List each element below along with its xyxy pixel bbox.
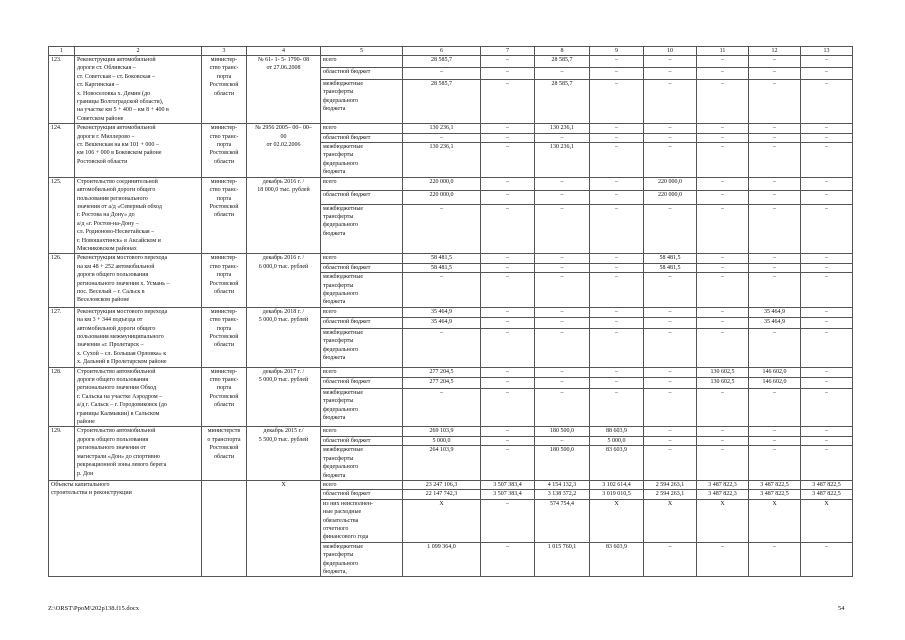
amount-cell: 28 585,7	[535, 80, 590, 124]
table-row	[49, 427, 853, 436]
amount-cell: –	[697, 143, 749, 178]
row-number: 124.	[49, 124, 75, 177]
amount-cell: –	[481, 133, 535, 142]
amount-cell: 130 236,1	[403, 124, 481, 133]
amount-cell: –	[697, 436, 749, 445]
funding-source: областной бюджет	[321, 490, 403, 499]
funding-source: всего	[321, 124, 403, 133]
header-row	[49, 47, 853, 56]
amount-cell: –	[403, 273, 481, 308]
funding-source: межбюджетные трансферты федерального бюджета	[321, 388, 403, 427]
program-table	[48, 46, 853, 577]
amount-cell: 35 464,9	[749, 307, 801, 318]
amount-cell: –	[749, 263, 801, 272]
amount-cell: –	[749, 68, 801, 80]
amount-cell: –	[590, 328, 644, 367]
amount-cell: –	[535, 378, 590, 389]
amount-cell: –	[697, 177, 749, 190]
amount-cell: –	[644, 446, 697, 481]
amount-cell: 180 500,0	[535, 427, 590, 436]
amount-cell: 1 099 364,0	[403, 542, 481, 577]
amount-cell: –	[697, 318, 749, 329]
header-cell: 4	[247, 47, 321, 56]
header-cell: 11	[697, 47, 749, 56]
amount-cell: –	[403, 133, 481, 142]
amount-cell: 130 602,5	[697, 378, 749, 389]
object-name: Реконструкция мостового перехода на км 3 + 344 подъезда от автомобильной дороги общего пользования межмуниципального значения «г. Пролетарск – х. Сухой – сл. Большая Орловка» к х. Дальний в Пролетарском районе	[75, 307, 202, 367]
row-number: 123.	[49, 56, 75, 124]
amount-cell: –	[535, 263, 590, 272]
funding-source: всего	[321, 307, 403, 318]
amount-cell: –	[590, 68, 644, 80]
header-cell: 2	[75, 47, 202, 56]
amount-cell: –	[644, 80, 697, 124]
project-documentation: декабрь 2018 г. / 5 000,0 тыс. рублей	[247, 307, 321, 367]
amount-cell: –	[481, 367, 535, 378]
amount-cell: 2 594 263,1	[644, 490, 697, 499]
amount-cell: 22 147 742,3	[403, 490, 481, 499]
amount-cell: –	[535, 204, 590, 254]
amount-cell: –	[481, 378, 535, 389]
amount-cell: –	[749, 133, 801, 142]
amount-cell: –	[535, 133, 590, 142]
amount-cell: –	[590, 318, 644, 329]
funding-source: межбюджетные трансферты федерального бюджета,	[321, 542, 403, 577]
amount-cell: –	[644, 378, 697, 389]
customer: министер- ство транс- порта Ростовской области	[202, 124, 247, 177]
amount-cell: –	[481, 56, 535, 68]
amount-cell: –	[801, 56, 853, 68]
amount-cell: –	[801, 143, 853, 178]
amount-cell: –	[481, 263, 535, 272]
funding-source: всего	[321, 177, 403, 190]
amount-cell: –	[590, 273, 644, 308]
amount-cell: 5 000,0	[403, 436, 481, 445]
amount-cell: –	[590, 177, 644, 190]
object-name: Строительство соединительной автомобильной дороги общего пользования регионального значения от а/д «Северный обход г. Ростова на Дону» до а/д «г. Ростов-на-Дону – сл. Родионово-Несветайская – г. Новошахтинск» в Аксайском и Мясниковском районах	[75, 177, 202, 254]
amount-cell: –	[644, 542, 697, 577]
table-row	[49, 307, 853, 318]
amount-cell: –	[535, 177, 590, 190]
amount-cell: –	[590, 307, 644, 318]
funding-source: областной бюджет	[321, 378, 403, 389]
amount-cell: –	[481, 307, 535, 318]
funding-source: всего	[321, 367, 403, 378]
table-row	[49, 367, 853, 378]
amount-cell: –	[644, 367, 697, 378]
project-documentation: декабрь 2015 г./ 5 500,0 тыс. рублей	[247, 427, 321, 480]
amount-cell: Х	[590, 499, 644, 542]
amount-cell: Х	[403, 499, 481, 542]
amount-cell: –	[590, 124, 644, 133]
object-name: Реконструкция автомобильной дороги г. Миллерово – ст. Вешенская на км 101 + 000 – км 106 + 000 в Боковском районе Ростовской области	[75, 124, 202, 177]
amount-cell: 3 507 383,4	[481, 490, 535, 499]
amount-cell: –	[644, 56, 697, 68]
funding-source: областной бюджет	[321, 133, 403, 142]
amount-cell: –	[801, 378, 853, 389]
customer: министерств о транспорта Ростовской области	[202, 427, 247, 480]
amount-cell: 574 754,4	[535, 499, 590, 542]
amount-cell: –	[749, 427, 801, 436]
amount-cell: 130 236,1	[535, 143, 590, 178]
document-sheet	[48, 46, 852, 577]
amount-cell: 88 603,9	[590, 427, 644, 436]
amount-cell: –	[590, 378, 644, 389]
amount-cell: –	[481, 254, 535, 263]
amount-cell: –	[535, 318, 590, 329]
amount-cell: 3 487 822,5	[801, 480, 853, 489]
amount-cell: –	[644, 133, 697, 142]
amount-cell: –	[749, 436, 801, 445]
amount-cell: –	[801, 436, 853, 445]
funding-source: межбюджетные трансферты федерального бюджета	[321, 204, 403, 254]
amount-cell: –	[801, 388, 853, 427]
amount-cell: 35 464,9	[403, 307, 481, 318]
row-number: 127.	[49, 307, 75, 367]
funding-source: межбюджетные трансферты федерального бюджета	[321, 446, 403, 481]
amount-cell: –	[801, 133, 853, 142]
amount-cell: –	[801, 273, 853, 308]
amount-cell: 3 138 372,2	[535, 490, 590, 499]
amount-cell: –	[403, 204, 481, 254]
funding-source: всего	[321, 480, 403, 489]
amount-cell: –	[697, 133, 749, 142]
funding-source: областной бюджет	[321, 436, 403, 445]
amount-cell: 23 247 106,3	[403, 480, 481, 489]
amount-cell: –	[481, 388, 535, 427]
amount-cell: –	[801, 177, 853, 190]
funding-source: всего	[321, 427, 403, 436]
amount-cell: Х	[697, 499, 749, 542]
amount-cell: –	[697, 307, 749, 318]
amount-cell: 83 603,9	[590, 542, 644, 577]
amount-cell: –	[535, 388, 590, 427]
header-cell: 13	[801, 47, 853, 56]
amount-cell: 3 487 822,5	[801, 490, 853, 499]
file-path: Z:\ORST\PpoM\202p138.f15.docx	[48, 605, 140, 612]
amount-cell: 1 015 760,1	[535, 542, 590, 577]
amount-cell: –	[590, 263, 644, 272]
amount-cell: 28 585,7	[403, 80, 481, 124]
amount-cell: –	[697, 204, 749, 254]
header-cell: 3	[202, 47, 247, 56]
amount-cell: 269 103,9	[403, 427, 481, 436]
header-cell: 8	[535, 47, 590, 56]
amount-cell: –	[590, 133, 644, 142]
amount-cell: Х	[749, 499, 801, 542]
funding-source: межбюджетные трансферты федерального бюджета	[321, 273, 403, 308]
customer: министер- ство транс- порта Ростовской области	[202, 254, 247, 307]
amount-cell: –	[801, 307, 853, 318]
amount-cell: –	[481, 318, 535, 329]
amount-cell: –	[801, 328, 853, 367]
amount-cell: –	[481, 143, 535, 178]
amount-cell: 130 236,1	[535, 124, 590, 133]
amount-cell: 35 464,9	[403, 318, 481, 329]
amount-cell: 3 019 010,5	[590, 490, 644, 499]
row-number: 129.	[49, 427, 75, 480]
amount-cell: –	[801, 367, 853, 378]
amount-cell: –	[644, 318, 697, 329]
amount-cell: 4 154 132,3	[535, 480, 590, 489]
amount-cell: –	[644, 436, 697, 445]
amount-cell: –	[697, 427, 749, 436]
amount-cell: 5 000,0	[590, 436, 644, 445]
amount-cell: –	[697, 56, 749, 68]
amount-cell: –	[590, 56, 644, 68]
project-documentation: № 61- 1- 5- 1790- 08 от 27.06.2008	[247, 56, 321, 124]
amount-cell: –	[749, 542, 801, 577]
funding-source: межбюджетные трансферты федерального бюджета	[321, 80, 403, 124]
amount-cell: –	[801, 124, 853, 133]
amount-cell: –	[403, 388, 481, 427]
customer: министер- ство транс- порта Ростовской области	[202, 367, 247, 427]
amount-cell: –	[481, 436, 535, 445]
amount-cell: –	[749, 204, 801, 254]
amount-cell: 277 204,5	[403, 378, 481, 389]
amount-cell: –	[801, 254, 853, 263]
amount-cell: –	[535, 328, 590, 367]
amount-cell: –	[697, 446, 749, 481]
amount-cell: 3 487 822,5	[749, 480, 801, 489]
amount-cell: –	[801, 263, 853, 272]
amount-cell: –	[590, 80, 644, 124]
amount-cell: –	[481, 542, 535, 577]
amount-cell: 130 236,1	[403, 143, 481, 178]
object-name: Строительство автомобильной дороги общего пользования регионального значения Обход г. Сальска на участке Аэродром – а/д г. Сальск – г. Городовиковск (до границы Калмыкии) в Сальском районе	[75, 367, 202, 427]
amount-cell: –	[481, 68, 535, 80]
funding-source: областной бюджет	[321, 263, 403, 272]
table-row	[49, 56, 853, 68]
page-number: 54	[838, 605, 845, 612]
funding-source: областной бюджет	[321, 68, 403, 80]
amount-cell: 3 487 822,5	[749, 490, 801, 499]
amount-cell: 3 487 822,3	[697, 490, 749, 499]
amount-cell: –	[697, 68, 749, 80]
amount-cell: 58 481,5	[644, 254, 697, 263]
amount-cell: –	[481, 204, 535, 254]
amount-cell: –	[749, 143, 801, 178]
amount-cell: –	[403, 68, 481, 80]
customer: министер- ство транс- порта Ростовской области	[202, 177, 247, 254]
header-cell: 9	[590, 47, 644, 56]
header-cell: 10	[644, 47, 697, 56]
amount-cell: –	[697, 328, 749, 367]
amount-cell: 58 481,5	[644, 263, 697, 272]
amount-cell: –	[535, 367, 590, 378]
amount-cell: –	[590, 367, 644, 378]
amount-cell: –	[749, 80, 801, 124]
amount-cell: –	[697, 542, 749, 577]
amount-cell: 28 585,7	[403, 56, 481, 68]
amount-cell: –	[535, 273, 590, 308]
funding-source: из них неисполнен- ные расходные обязательства отчетного финансового года	[321, 499, 403, 542]
amount-cell: –	[481, 427, 535, 436]
amount-cell: 264 103,9	[403, 446, 481, 481]
amount-cell: –	[535, 436, 590, 445]
amount-cell: 146 602,0	[749, 378, 801, 389]
amount-cell: –	[535, 307, 590, 318]
project-documentation: декабрь 2017 г. / 5 000,0 тыс. рублей	[247, 367, 321, 427]
amount-cell: 2 594 263,1	[644, 480, 697, 489]
funding-source: межбюджетные трансферты федерального бюджета	[321, 328, 403, 367]
object-name: Реконструкция автомобильной дороги ст. Обливская – ст. Советская – ст. Боковская – ст. Каргинская – х. Новоселовка х. Демин (до границы Волгоградской области), на участке км 5 + 400 – км 8 + 400 в Советском районе	[75, 56, 202, 124]
amount-cell: –	[644, 273, 697, 308]
amount-cell: –	[481, 446, 535, 481]
amount-cell: –	[481, 191, 535, 204]
amount-cell: –	[644, 328, 697, 367]
amount-cell: Х	[801, 499, 853, 542]
amount-cell: –	[801, 542, 853, 577]
funding-source: областной бюджет	[321, 191, 403, 204]
amount-cell: –	[801, 68, 853, 80]
amount-cell: –	[697, 388, 749, 427]
row-number: 128.	[49, 367, 75, 427]
amount-cell: –	[481, 273, 535, 308]
amount-cell: 146 602,0	[749, 367, 801, 378]
amount-cell: –	[749, 124, 801, 133]
amount-cell: –	[644, 307, 697, 318]
funding-source: межбюджетные трансферты федерального бюджета	[321, 143, 403, 178]
amount-cell: –	[749, 177, 801, 190]
object-name: Реконструкция мостового перехода на км 48 + 252 автомобильной дороги общего пользования регионального значения х. Усмань – пос. Веселый – г. Сальск в Веселовском районе	[75, 254, 202, 307]
amount-cell: –	[801, 204, 853, 254]
project-documentation: декабрь 2016 г. / 6 000,0 тыс. рублей	[247, 254, 321, 307]
funding-source: областной бюджет	[321, 318, 403, 329]
amount-cell: –	[697, 191, 749, 204]
total-doc: Х	[247, 480, 321, 576]
table-row	[49, 124, 853, 133]
amount-cell: –	[749, 328, 801, 367]
amount-cell: –	[749, 191, 801, 204]
total-label: Объекты капитального строительства и реконструкции	[49, 480, 202, 576]
amount-cell: –	[801, 318, 853, 329]
amount-cell: –	[590, 388, 644, 427]
amount-cell: 130 602,5	[697, 367, 749, 378]
amount-cell: –	[697, 273, 749, 308]
amount-cell: –	[481, 328, 535, 367]
amount-cell: –	[481, 177, 535, 190]
amount-cell: 28 585,7	[535, 56, 590, 68]
amount-cell: 220 000,0	[644, 177, 697, 190]
amount-cell: –	[697, 80, 749, 124]
funding-source: всего	[321, 254, 403, 263]
amount-cell: –	[644, 124, 697, 133]
amount-cell: –	[697, 124, 749, 133]
amount-cell: 58 481,5	[403, 263, 481, 272]
amount-cell: 220 000,0	[403, 191, 481, 204]
amount-cell: 3 487 822,3	[697, 480, 749, 489]
project-documentation: декабрь 2016 г. / 18 000,0 тыс. рублей	[247, 177, 321, 254]
header-cell: 5	[321, 47, 403, 56]
header-cell: 6	[403, 47, 481, 56]
table-row	[49, 254, 853, 263]
amount-cell: –	[590, 254, 644, 263]
amount-cell: Х	[644, 499, 697, 542]
customer: министер- ство транс- порта Ростовской области	[202, 307, 247, 367]
project-documentation: № 2956 2005– 00– 00– 00 от 02.02.2006	[247, 124, 321, 177]
amount-cell: 83 603,9	[590, 446, 644, 481]
total-customer	[202, 480, 247, 576]
amount-cell: 3 507 383,4	[481, 480, 535, 489]
amount-cell: –	[801, 427, 853, 436]
amount-cell: –	[403, 328, 481, 367]
funding-source: всего	[321, 56, 403, 68]
amount-cell: 180 500,0	[535, 446, 590, 481]
amount-cell: –	[801, 446, 853, 481]
amount-cell: –	[481, 499, 535, 542]
amount-cell: –	[749, 254, 801, 263]
total-row	[49, 480, 853, 489]
row-number: 126.	[49, 254, 75, 307]
amount-cell: –	[535, 254, 590, 263]
amount-cell: –	[644, 388, 697, 427]
amount-cell: –	[535, 68, 590, 80]
header-cell: 7	[481, 47, 535, 56]
amount-cell: 220 000,0	[644, 191, 697, 204]
object-name: Строительство автомобильной дороги общего пользования регионального значения от магистрали «Дон» до спортивно рекреационной зоны левого берега р. Дон	[75, 427, 202, 480]
amount-cell: –	[749, 56, 801, 68]
amount-cell: –	[535, 191, 590, 204]
customer: министер- ство транс- порта Ростовской области	[202, 56, 247, 124]
amount-cell: –	[697, 254, 749, 263]
header-cell: 1	[49, 47, 75, 56]
row-number: 125.	[49, 177, 75, 254]
amount-cell: –	[644, 143, 697, 178]
amount-cell: 277 204,5	[403, 367, 481, 378]
amount-cell: 35 464,9	[749, 318, 801, 329]
amount-cell: –	[644, 68, 697, 80]
amount-cell: –	[481, 80, 535, 124]
amount-cell: –	[801, 191, 853, 204]
amount-cell: 58 481,5	[403, 254, 481, 263]
amount-cell: –	[481, 124, 535, 133]
amount-cell: –	[749, 273, 801, 308]
amount-cell: 3 102 614,4	[590, 480, 644, 489]
amount-cell: –	[749, 446, 801, 481]
amount-cell: 220 000,0	[403, 177, 481, 190]
amount-cell: –	[697, 263, 749, 272]
table-row	[49, 177, 853, 190]
amount-cell: –	[801, 80, 853, 124]
amount-cell: –	[590, 191, 644, 204]
amount-cell: –	[749, 388, 801, 427]
header-cell: 12	[749, 47, 801, 56]
amount-cell: –	[590, 204, 644, 254]
amount-cell: –	[644, 427, 697, 436]
amount-cell: –	[590, 143, 644, 178]
amount-cell: –	[644, 204, 697, 254]
